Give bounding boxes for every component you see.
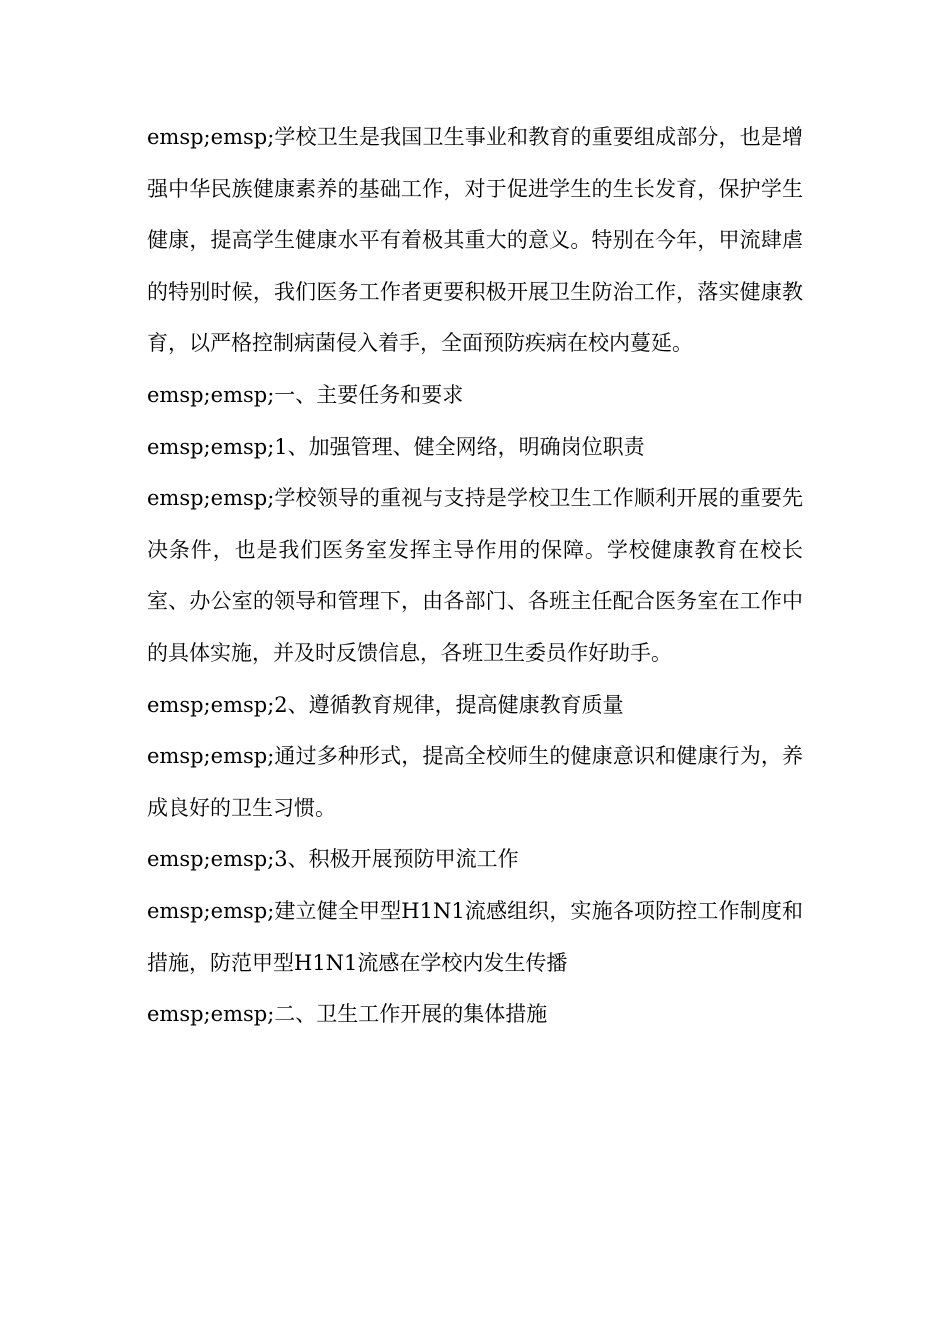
document-body <box>147 112 803 1041</box>
subheading-2: emsp;emsp;2、遵循教育规律，提高健康教育质量 <box>147 692 624 717</box>
paragraph-intro: emsp;emsp;学校卫生是我国卫生事业和教育的重要组成部分，也是增强中华民族健康素养的基础工作，对于促进学生的生长发育，保护学生健康，提高学生健康水平有着极其重大的意义。特别在今年，甲流肆虐的特别时候，我们医务工作者更要积极开展卫生防治工作，落实健康教育，以严格控制病菌侵入着手，全面预防疾病在校内蔓延。 <box>147 125 803 356</box>
paragraph-flu-prevention: emsp;emsp;建立健全甲型H1N1流感组织，实施各项防控工作制度和措施，防范甲型H1N1流感在学校内发生传播 <box>147 898 803 975</box>
subheading-1: emsp;emsp;1、加强管理、健全网络，明确岗位职责 <box>147 434 645 459</box>
paragraph-education: emsp;emsp;通过多种形式，提高全校师生的健康意识和健康行为，养成良好的卫生习惯。 <box>147 744 803 820</box>
subheading-3: emsp;emsp;3、积极开展预防甲流工作 <box>147 847 519 872</box>
paragraph-management: emsp;emsp;学校领导的重视与支持是学校卫生工作顺利开展的重要先决条件，也是我们医务室发挥主导作用的保障。学校健康教育在校长室、办公室的领导和管理下，由各部门、各班主任配合医务室在工作中的具体实施，并及时反馈信息，各班卫生委员作好助手。 <box>147 486 803 665</box>
section-heading-2: emsp;emsp;二、卫生工作开展的集体措施 <box>147 1002 548 1027</box>
section-heading-1: emsp;emsp;一、主要任务和要求 <box>147 382 464 407</box>
